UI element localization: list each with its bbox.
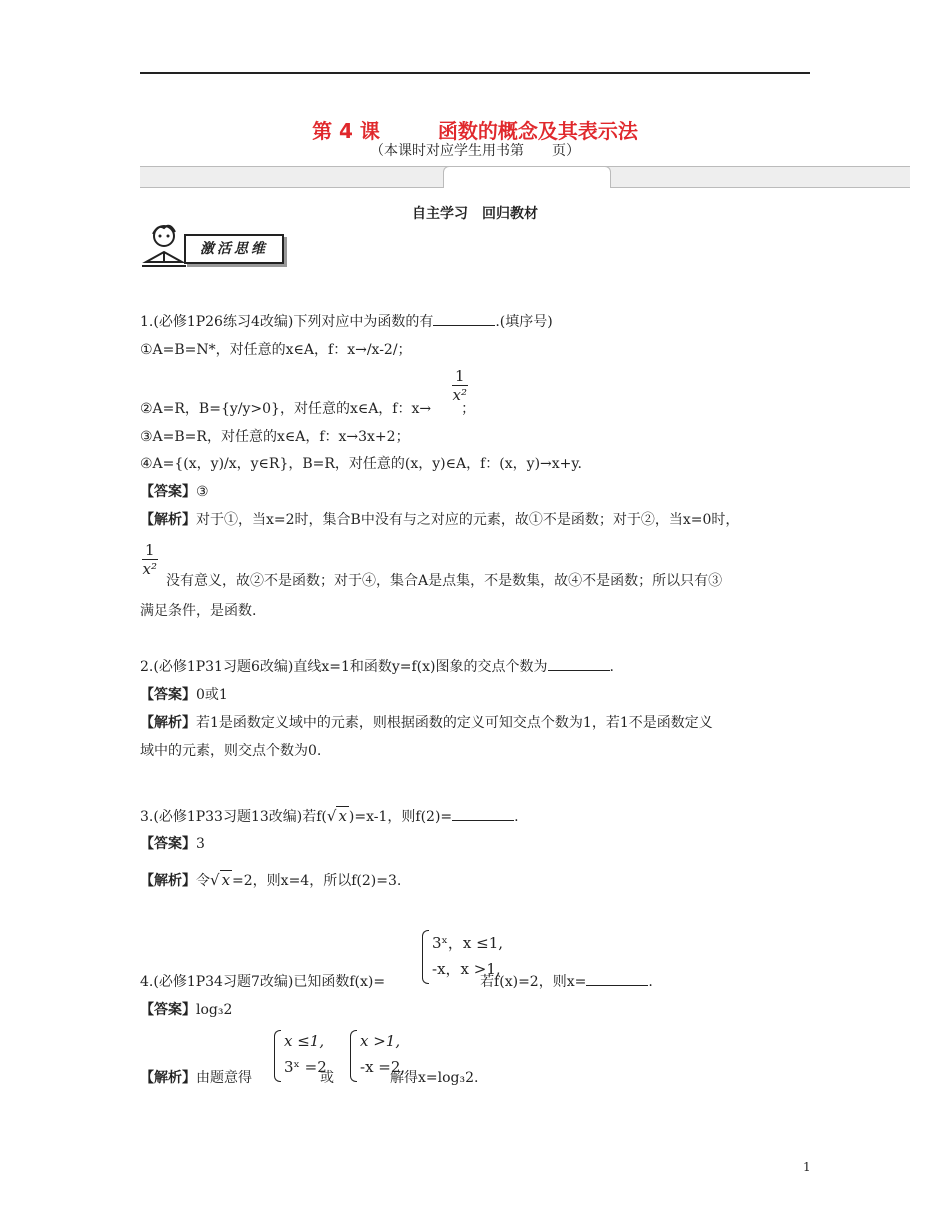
q1-option-1: ①A=B=N*，对任意的x∈A，f：x→/x-2/； xyxy=(140,342,412,358)
q1-stem: 1.(必修1P26练习4改编)下列对应中为函数的有 .(填序号) xyxy=(140,314,553,330)
q2-analysis-line2: 域中的元素，则交点个数为0. xyxy=(140,743,322,759)
q1-option-4: ④A={(x，y)/x，y∈R}，B=R，对任意的(x，y)∈A，f：(x，y)→x+y. xyxy=(140,456,582,472)
q1-fraction: $\frac{1}{\text{x²}}$ xyxy=(452,367,468,404)
q2-analysis-line1: 【解析】若1是函数定义域中的元素，则根据函数的定义可知交点个数为1，若1不是函数定义 xyxy=(140,715,713,731)
student-reading-icon xyxy=(140,222,188,268)
q3-blank xyxy=(452,808,514,821)
sqrt-x: √ x xyxy=(210,871,231,889)
section-tab xyxy=(443,166,611,188)
q1-analysis-line1: 【解析】对于①，当x=2时，集合B中没有与之对应的元素，故①不是函数；对于②，当x=0时， xyxy=(140,512,740,528)
q3-stem: 3.(必修1P33习题13改编)若f(√ x )=x-1，则f(2)= . xyxy=(140,807,519,825)
lesson-topic: 函数的概念及其表示法 xyxy=(437,119,638,143)
q1-option-3: ③A=B=R，对任意的x∈A，f：x→3x+2； xyxy=(140,429,410,445)
lesson-number: 第 4 课 xyxy=(312,119,380,143)
activate-thinking-banner xyxy=(140,222,285,268)
q4-answer: 【答案】log₃2 xyxy=(140,1002,233,1018)
q4-stem: 4.(必修1P34习题7改编)已知函数f(x)= 若f(x)=2，则x= . xyxy=(140,974,653,990)
page-subtitle: （本课时对应学生用书第 页） xyxy=(370,143,580,159)
q4-blank xyxy=(586,973,648,986)
q2-stem: 2.(必修1P31习题6改编)直线x=1和函数y=f(x)图象的交点个数为 . xyxy=(140,659,614,675)
q1-analysis-fraction: $\frac{1}{\text{x²}}$ xyxy=(142,541,158,578)
header-rule xyxy=(140,72,810,74)
q4-analysis: 【解析】由题意得 或 解得x=log₃2. xyxy=(140,1070,479,1086)
q1-answer: 【答案】③ xyxy=(140,484,209,500)
section-title: 自主学习 回归教材 xyxy=(412,206,538,222)
q2-answer: 【答案】0或1 xyxy=(140,687,228,703)
q3-analysis: 【解析】令√ x =2，则x=4，所以f(2)=3. xyxy=(140,871,402,889)
q1-analysis-line3: 满足条件，是函数. xyxy=(140,603,257,619)
q1-option-2: ②A=R，B={y/y>0}，对任意的x∈A，f：x→ ； xyxy=(140,401,476,417)
q1-blank xyxy=(433,313,495,326)
q2-blank xyxy=(548,658,610,671)
page-number: 1 xyxy=(803,1160,811,1174)
q1-analysis-line2: 没有意义，故②不是函数；对于④，集合A是点集，不是数集，故④不是函数；所以只有③ xyxy=(166,573,723,589)
sqrt-x: √ x xyxy=(326,807,347,825)
q3-answer: 【答案】3 xyxy=(140,836,205,852)
q4-system-1: x ≤1, 3ˣ =2 xyxy=(274,1030,334,1080)
banner-label: 激活思维 xyxy=(184,234,284,264)
section-tab-bar xyxy=(140,166,910,188)
q4-piecewise: 3ˣ，x ≤1, -x，x >1, xyxy=(422,930,512,982)
q4-system-2: x >1, -x =2, xyxy=(350,1030,406,1080)
